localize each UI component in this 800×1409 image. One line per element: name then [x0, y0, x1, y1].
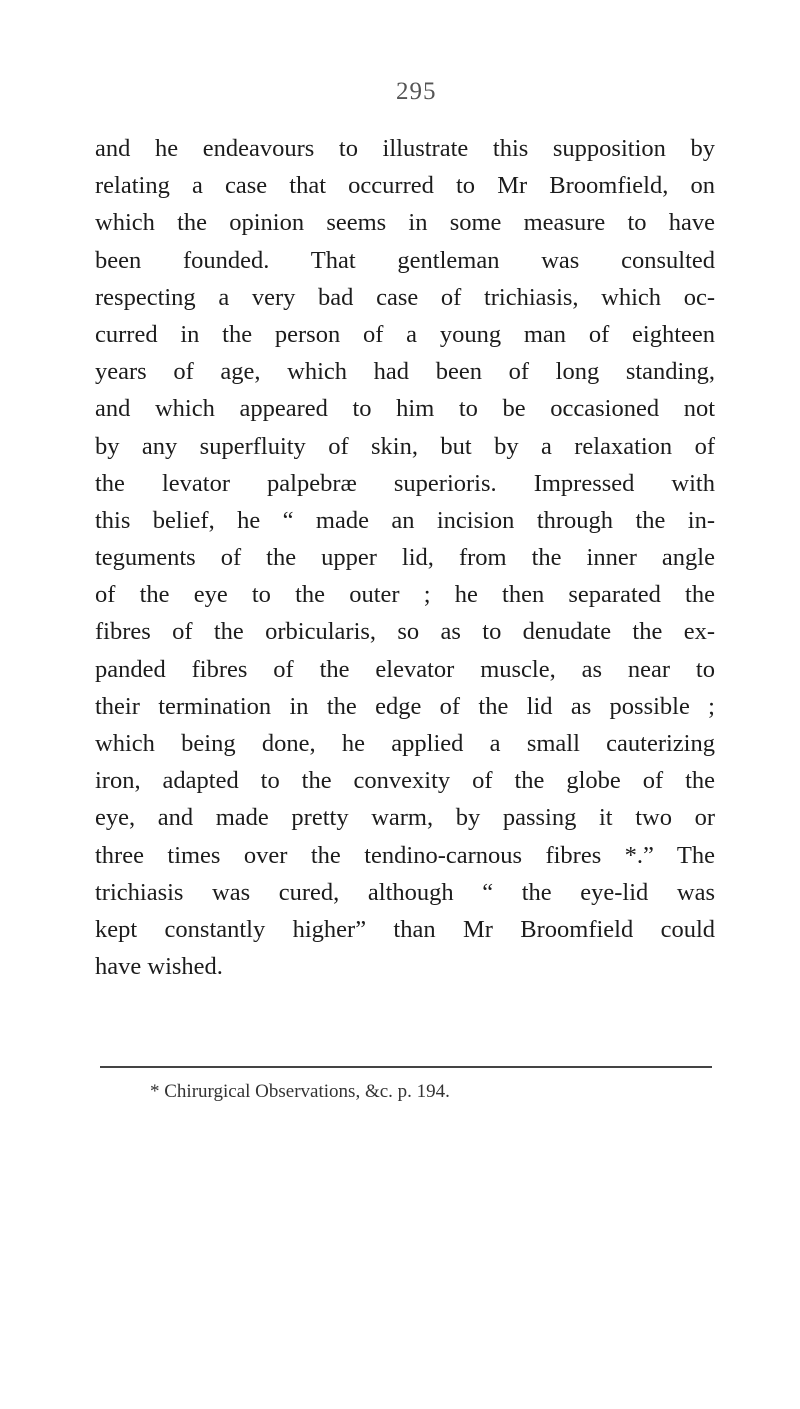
text-line: fibres of the orbicularis, so as to denudate the ex- — [95, 618, 715, 646]
text-line: have wished. — [95, 953, 223, 981]
text-line: kept constantly higher” than Mr Broomfield could — [95, 915, 715, 943]
text-line: three times over the tendino-carnous fibres *.” The — [95, 841, 715, 869]
text-line: of the eye to the outer ; he then separated the — [95, 581, 715, 609]
text-line: teguments of the upper lid, from the inner angle — [95, 544, 715, 572]
text-line: respecting a very bad case of trichiasis, which oc- — [95, 283, 715, 311]
text-line: years of age, which had been of long standing, — [95, 358, 715, 386]
text-line: panded fibres of the elevator muscle, as near to — [95, 655, 715, 683]
text-line: the levator palpebræ superioris. Impressed with — [95, 469, 715, 497]
text-line: trichiasis was cured, although “ the eye-lid was — [95, 878, 715, 906]
text-line: iron, adapted to the convexity of the globe of the — [95, 767, 715, 795]
page-number: 295 — [396, 78, 437, 105]
text-line: which the opinion seems in some measure to have — [95, 209, 715, 237]
text-line: their termination in the edge of the lid as possible ; — [95, 692, 715, 720]
footnote: * Chirurgical Observations, &c. p. 194. — [150, 1081, 450, 1102]
text-line: eye, and made pretty warm, by passing it two or — [95, 804, 715, 832]
footnote-divider — [100, 1066, 712, 1068]
body-paragraph — [95, 130, 715, 985]
text-line: which being done, he applied a small cauterizing — [95, 730, 715, 757]
text-line: and which appeared to him to be occasioned not — [95, 395, 715, 423]
text-line: this belief, he “ made an incision through the in- — [95, 506, 715, 534]
text-line: curred in the person of a young man of eighteen — [95, 320, 715, 348]
text-line: and he endeavours to illustrate this supposition by — [95, 135, 715, 162]
text-line: been founded. That gentleman was consulted — [95, 246, 715, 274]
text-line: by any superfluity of skin, but by a relaxation of — [95, 432, 715, 460]
text-line: relating a case that occurred to Mr Broomfield, on — [95, 172, 715, 200]
